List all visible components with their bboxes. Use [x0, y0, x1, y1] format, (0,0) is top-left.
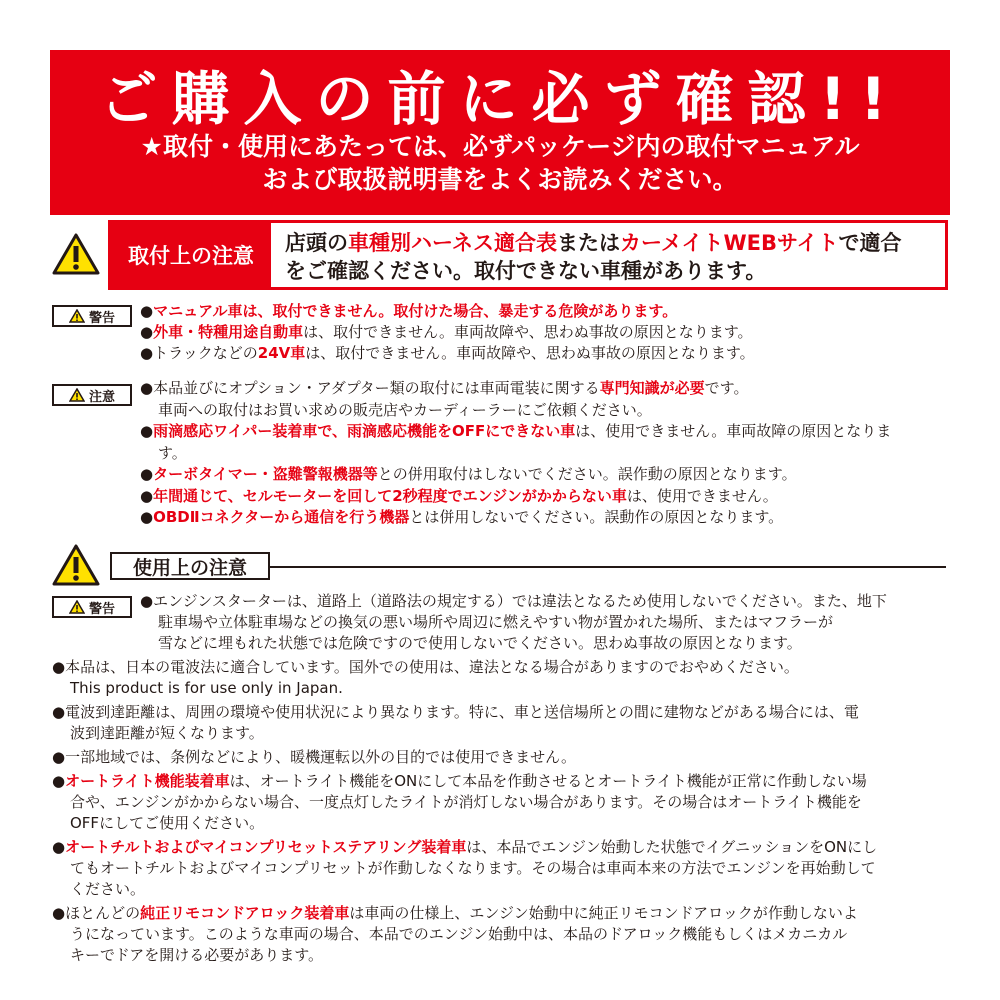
list-item-continued: 波到達距離が短くなります。: [70, 724, 264, 742]
list-item: ●オートチルトおよびマイコンプリセットステアリング装着車は、本品でエンジン始動した状態でイグニッションをONにし: [52, 838, 878, 856]
list-item: ●一部地域では、条例などにより、暖機運転以外の目的では使用できません。: [52, 748, 576, 766]
list-item-continued: す。: [158, 443, 187, 462]
list-item: ●ほとんどの純正リモコンドアロック装着車は車両の仕様上、エンジン始動中に純正リモコンドアロックが作動しないよ: [52, 904, 858, 922]
install-warning-list: [140, 301, 755, 364]
banner-subtitle-line2: および取扱説明書をよくお読みください。: [262, 165, 738, 194]
list-item: ●本品は、日本の電波法に適合しています。国外での使用は、違法となる場合がありますのでおやめください。: [52, 658, 799, 676]
usage-warning-line: 駐車場や立体駐車場などの換気の悪い場所や周辺に燃えやすい物が置かれた場所、またはマフラーが: [158, 613, 834, 631]
usage-warning-line: 雪などに埋もれた状態では危険ですので使用しないでください。思わぬ事故の原因となります。: [158, 634, 802, 652]
list-item-continued: 車両への取付はお買い求めの販売店やカーディーラーにご依頼ください。: [158, 400, 652, 419]
caution-badge-label: 注意: [88, 389, 115, 405]
list-item: ●外車・特種用途自動車は、取付できません。車両故障や、思わぬ事故の原因となります。: [140, 323, 753, 341]
usage-warning-text: [140, 591, 887, 654]
list-item: ●OBDⅡコネクターから通信を行う機器とは併用しないでください。誤動作の原因となります。: [140, 508, 784, 526]
list-item-continued: ください。: [70, 880, 146, 898]
list-item: ●ターボタイマー・盗難警報機器等との併用取付はしないでください。誤作動の原因となります。: [140, 465, 797, 483]
warning-small-icon: [69, 309, 85, 323]
harness-table-link: 車種別ハーネス適合表: [348, 231, 557, 255]
warning-badge-label: 警告: [88, 601, 115, 617]
install-text-line2: をご確認ください。取付できない車種があります。: [285, 259, 767, 283]
list-item: ●マニュアル車は、取付できません。取付けた場合、暴走する危険があります。: [140, 302, 678, 320]
list-item: ●年間通じて、セルモーターを回して2秒程度でエンジンがかからない車は、使用できません。: [140, 486, 778, 505]
warning-triangle-icon: [52, 543, 100, 587]
warning-badge: [52, 305, 132, 327]
list-item-continued: てもオートチルトおよびマイコンプリセットが作動しなくなります。その場合は車両本来の方法でエンジンを再始動して: [70, 859, 876, 877]
install-notice-text: [271, 223, 945, 287]
install-caution-list: [140, 378, 891, 529]
warning-badge-label: 警告: [88, 310, 115, 326]
warning-badge: [52, 596, 132, 618]
list-item-continued: 合や、エンジンがかからない場合、一度点灯したライトが消灯しない場合があります。その場合はオートライト機能を: [70, 793, 862, 811]
list-item: ●トラックなどの24V車は、取付できません。車両故障や、思わぬ事故の原因となります。: [140, 344, 755, 362]
install-text-3: で適合: [838, 231, 902, 255]
install-text-2: または: [556, 231, 620, 255]
list-item-continued: うになっています。このような車両の場合、本品でのエンジン始動中は、本品のドアロック機能もしくはメカニカル: [70, 925, 848, 943]
list-item: ●本品並びにオプション・アダプター類の取付には車両電装に関する専門知識が必要です。: [140, 379, 749, 397]
list-item: ●電波到達距離は、周囲の環境や使用状況により異なります。特に、車と送信場所との間に建物などがある場合には、電: [52, 703, 859, 721]
list-item: ●雨滴感応ワイパー装着車で、雨滴感応機能をOFFにできない車は、使用できません。車両故障の原因となりま: [140, 422, 892, 440]
section-divider: [270, 566, 946, 568]
english-notice: This product is for use only in Japan.: [70, 679, 343, 697]
install-notice-label: 取付上の注意: [111, 223, 271, 287]
banner-subtitle-line1: ★取付・使用にあたっては、必ずパッケージ内の取付マニュアル: [140, 132, 860, 161]
usage-notice-label: 使用上の注意: [110, 552, 270, 580]
install-text-1: 店頭の: [285, 231, 348, 255]
install-notice-box: [108, 220, 948, 290]
header-banner: [50, 50, 950, 215]
caution-badge: [52, 384, 132, 406]
warning-small-icon: [69, 600, 85, 614]
warning-triangle-icon: [52, 232, 100, 276]
usage-warning-line: ●エンジンスターターは、道路上（道路法の規定する）では違法となるため使用しないでください。また、地下: [140, 592, 887, 610]
general-notes: [52, 657, 952, 966]
banner-title: ご購入の前に必ず確認!!: [99, 65, 901, 133]
list-item: ●オートライト機能装着車は、オートライト機能をONにして本品を作動させるとオートライト機能が正常に作動しない場: [52, 772, 867, 790]
warning-small-icon: [69, 388, 85, 402]
carmate-web-link: カーメイトWEBサイト: [619, 231, 839, 255]
list-item-continued: キーでドアを開ける必要があります。: [70, 946, 324, 964]
list-item-continued: OFFにしてご使用ください。: [70, 814, 265, 832]
